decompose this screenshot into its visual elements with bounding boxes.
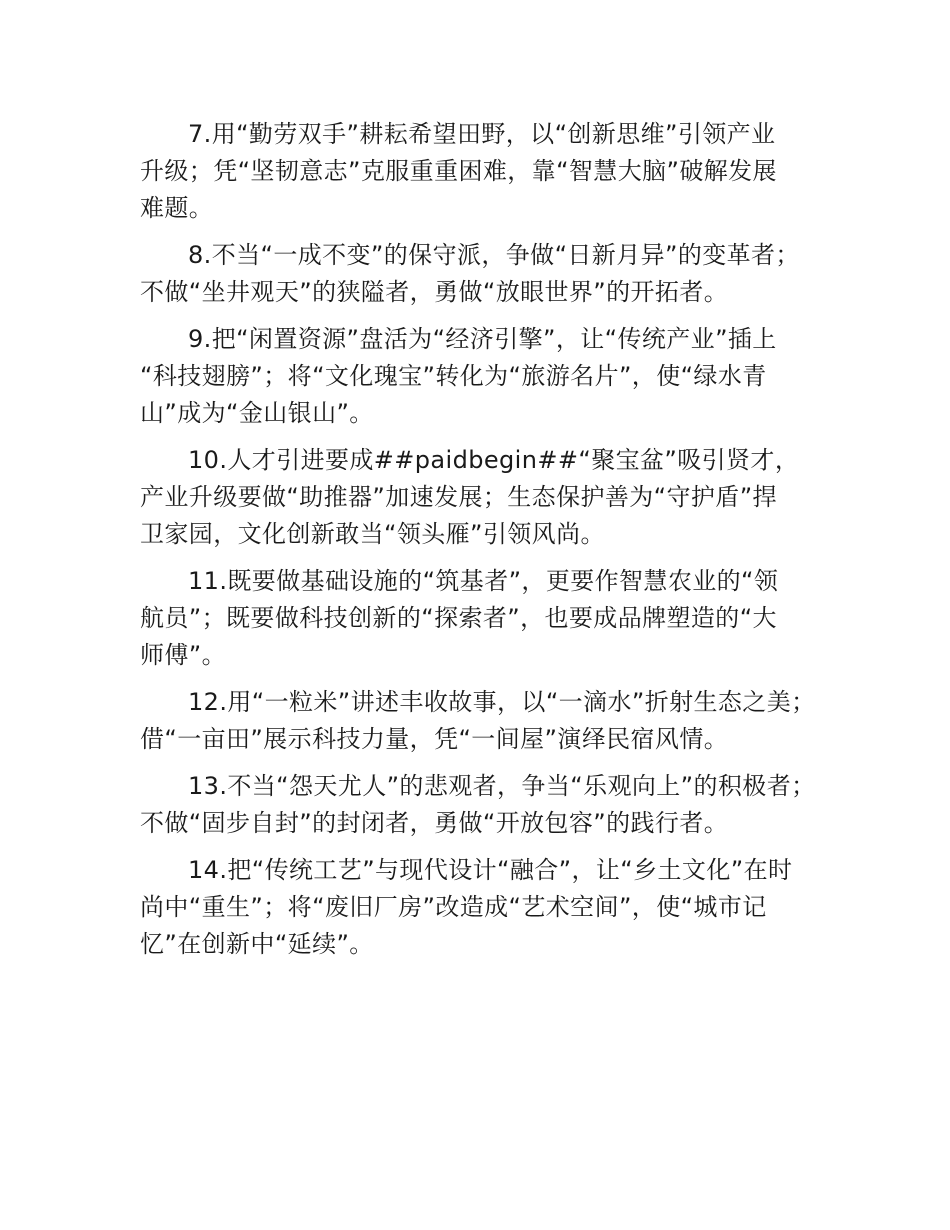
- paragraph-8: 8.不当“一成不变”的保守派，争做“日新月异”的变革者； 不做“坐井观天”的狭隘者，勇做“放眼世界”的开拓者。: [140, 241, 800, 306]
- paragraph-9: 9.把“闲置资源”盘活为“经济引擎”，让“传统产业”插上 “科技翅膀”；将“文化瑰宝”转化为“旅游名片”，使“绿水青 山”成为“金山银山”。: [140, 325, 777, 427]
- document-body: [140, 116, 840, 973]
- paragraph-7: 7.用“勤劳双手”耕耘希望田野，以“创新思维”引领产业 升级；凭“坚韧意志”克服重重困难，靠“智慧大脑”破解发展 难题。: [140, 120, 777, 222]
- paragraph-10: 10.人才引进要成##paidbegin##“聚宝盆”吸引贤才， 产业升级要做“助推器”加速发展；生态保护善为“守护盾”捍 卫家园，文化创新敢当“领头雁”引领风尚。: [140, 446, 800, 548]
- paragraph-12: 12.用“一粒米”讲述丰收故事，以“一滴水”折射生态之美； 借“一亩田”展示科技力量，凭“一间屋”演绎民宿风情。: [140, 688, 816, 753]
- paragraph-14: 14.把“传统工艺”与现代设计“融合”，让“乡土文化”在时 尚中“重生”；将“废旧厂房”改造成“艺术空间”，使“城市记 忆”在创新中“延续”。: [140, 856, 793, 958]
- paragraph-11: 11.既要做基础设施的“筑基者”，更要作智慧农业的“领 航员”；既要做科技创新的“探索者”，也要成品牌塑造的“大 师傅”。: [140, 567, 779, 669]
- paragraph-13: 13.不当“怨天尤人”的悲观者，争当“乐观向上”的积极者； 不做“固步自封”的封闭者，勇做“开放包容”的践行者。: [140, 772, 816, 837]
